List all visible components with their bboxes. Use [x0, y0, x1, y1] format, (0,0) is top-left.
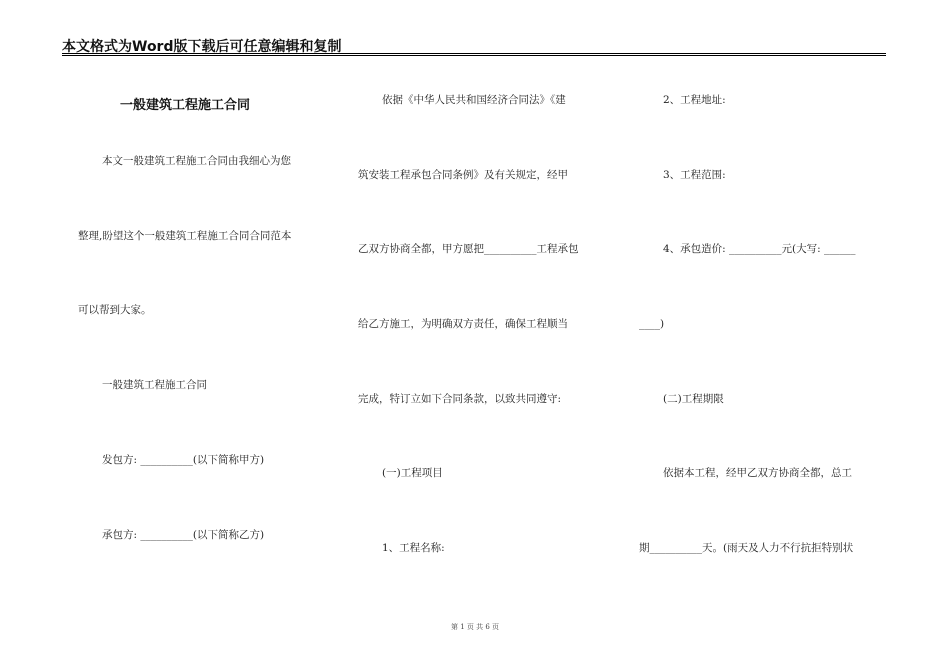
body-line-4: 给乙方施工，为明确双方责任，确保工程顺当: [358, 318, 568, 330]
period-line-1: 依据本工程，经甲乙双方协商全都，总工: [663, 467, 852, 479]
project-address-item: 2、工程地址:: [663, 94, 726, 106]
body-line-3: 乙双方协商全都，甲方愿把__________工程承包: [358, 243, 579, 255]
period-line-2: 期__________天。(雨天及人力不行抗拒特别状: [639, 542, 854, 554]
contract-price-continued: ____): [639, 318, 665, 330]
document-header-title: 本文格式为Word版下载后可任意编辑和复制: [62, 39, 342, 55]
contract-subtitle: 一般建筑工程施工合同: [102, 379, 207, 391]
project-scope-item: 3、工程范围:: [663, 169, 726, 181]
body-line-1: 依据《中华人民共和国经济合同法》《建: [382, 94, 566, 106]
body-line-5: 完成，特订立如下合同条款，以致共同遵守:: [358, 393, 562, 405]
section-project-heading: (一)工程项目: [382, 467, 443, 479]
contract-price-item: 4、承包造价: __________元(大写: ______: [663, 243, 856, 255]
intro-line-3: 可以帮到大家。: [78, 304, 152, 316]
intro-line-2: 整理,盼望这个一般建筑工程施工合同合同范本: [78, 230, 292, 242]
section-period-heading: (二)工程期限: [663, 393, 724, 405]
employer-party-line: 发包方: __________(以下简称甲方): [102, 454, 265, 466]
contractor-party-line: 承包方: __________(以下简称乙方): [102, 529, 265, 541]
header-divider: [62, 53, 886, 56]
document-title: 一般建筑工程施工合同: [120, 98, 251, 113]
intro-line-1: 本文一般建筑工程施工合同由我细心为您: [102, 155, 291, 167]
page-number-footer: 第 1 页 共 6 页: [450, 623, 500, 631]
body-line-2: 筑安装工程承包合同条例》及有关规定，经甲: [358, 169, 568, 181]
project-name-item: 1、工程名称:: [382, 542, 445, 554]
